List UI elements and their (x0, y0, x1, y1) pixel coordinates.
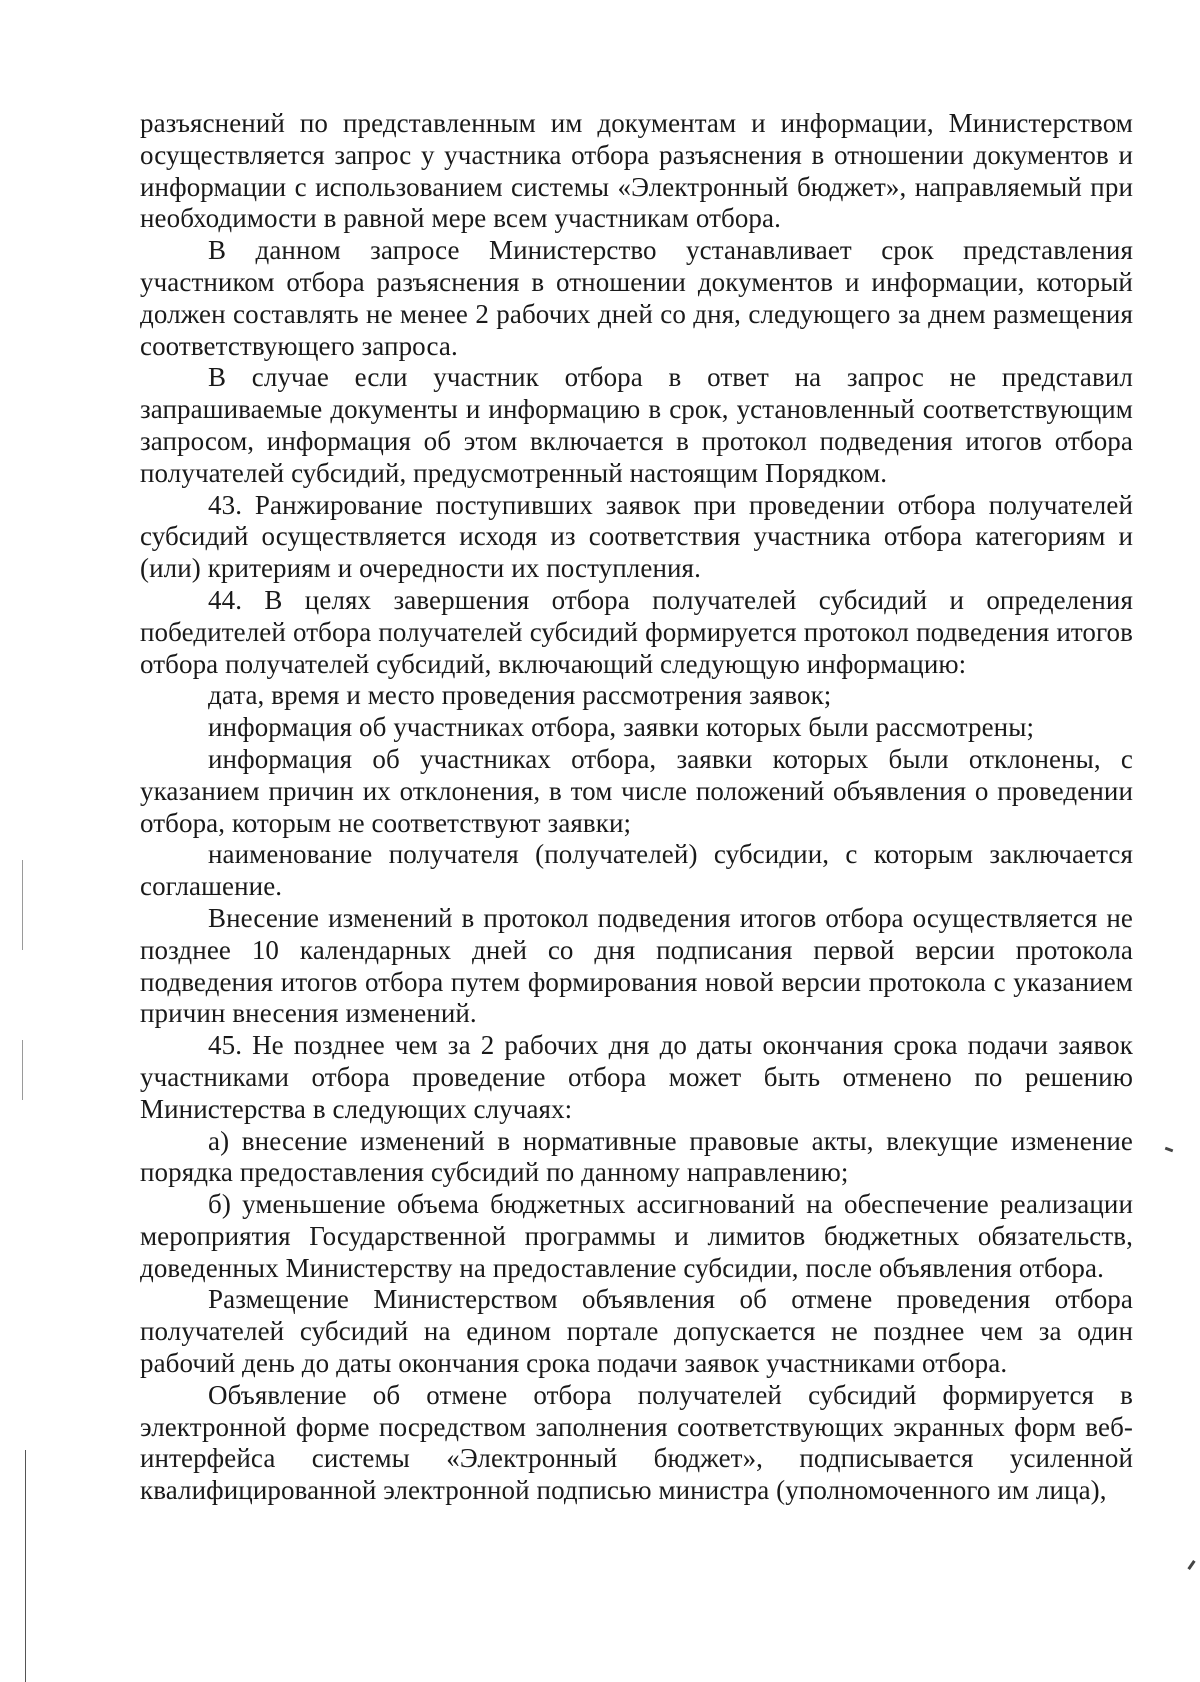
paragraph-6: дата, время и место проведения рассмотрения заявок; (208, 680, 832, 711)
paragraph-5: 44. В целях завершения отбора получателей субсидий и определения победителей отбора получателей субсидий формируется протокол подведения итогов отбора получателей субсидий, включающий следующую информацию: (140, 584, 1133, 679)
paragraph-4: 43. Ранжирование поступивших заявок при проведении отбора получателей субсидий осуществляется исходя из соответствия участника отбора категориям и (или) критериям и очередности их поступления. (140, 489, 1133, 584)
scan-artifact-right-mark (1165, 1147, 1174, 1153)
paragraph-8: информация об участниках отбора, заявки которых были отклонены, с указанием причин их отклонения, в том числе положений объявления о проведении отбора, которым не соответствуют заявки; (140, 743, 1133, 838)
paragraph-11: 45. Не позднее чем за 2 рабочих дня до даты окончания срока подачи заявок участниками отбора проведение отбора может быть отменено по решению Министерства в следующих случаях: (140, 1030, 1133, 1124)
paragraph-3: В случае если участник отбора в ответ на запрос не представил запрашиваемые документы и информацию в срок, установленный соответствующим запросом, информация об этом включается в протокол подведения итогов отбора получателей субсидий, предусмотренный настоящим Порядком. (140, 362, 1133, 488)
scan-artifact-left-3 (25, 1450, 26, 1682)
paragraph-13: б) уменьшение объема бюджетных ассигнований на обеспечение реализации мероприятия Государственной программы и лимитов бюджетных обязательств, доведенных Министерству на предоставление субсидии, после объявления отбора. (140, 1189, 1133, 1283)
paragraph-12: а) внесение изменений в нормативные правовые акты, влекущие изменение порядка предоставления субсидий по данному направлению; (140, 1125, 1133, 1188)
scan-artifact-right-corner (1187, 1560, 1195, 1570)
paragraph-14: Размещение Министерством объявления об отмене проведения отбора получателей субсидий на едином портале допускается не позднее чем за один рабочий день до даты окончания срока подачи заявок участниками отбора. (140, 1284, 1133, 1379)
paragraph-9: наименование получателя (получателей) субсидии, с которым заключается соглашение. (140, 839, 1133, 902)
paragraph-2: В данном запросе Министерство устанавливает срок представления участником отбора разъяснения в отношении документов и информации, который должен составлять не менее 2 рабочих дней со дня, следующего за днем размещения соответствующего запроса. (140, 235, 1133, 361)
scan-artifact-left-2 (22, 1040, 23, 1100)
paragraph-1: разъяснений по представленным им документам и информации, Министерством осуществляется запрос у участника отбора разъяснения в отношении документов и информации с использованием системы «Электронный бюджет», направляемый при необходимости в равной мере всем участникам отбора. (140, 108, 1133, 234)
paragraph-7: информация об участниках отбора, заявки которых были рассмотрены; (208, 712, 1035, 743)
scan-artifact-left-1 (22, 860, 23, 950)
document-body (140, 108, 1133, 1507)
paragraph-15: Объявление об отмене отбора получателей субсидий формируется в электронной форме посредством заполнения соответствующих экранных форм веб-интерфейса системы «Электронный бюджет», подписывается усиленной квалифицированной электронной подписью министра (уполномоченного им лица), (140, 1379, 1133, 1506)
paragraph-10: Внесение изменений в протокол подведения итогов отбора осуществляется не позднее 10 календарных дней со дня подписания первой версии протокола подведения итогов отбора путем формирования новой версии протокола с указанием причин внесения изменений. (140, 902, 1133, 1029)
